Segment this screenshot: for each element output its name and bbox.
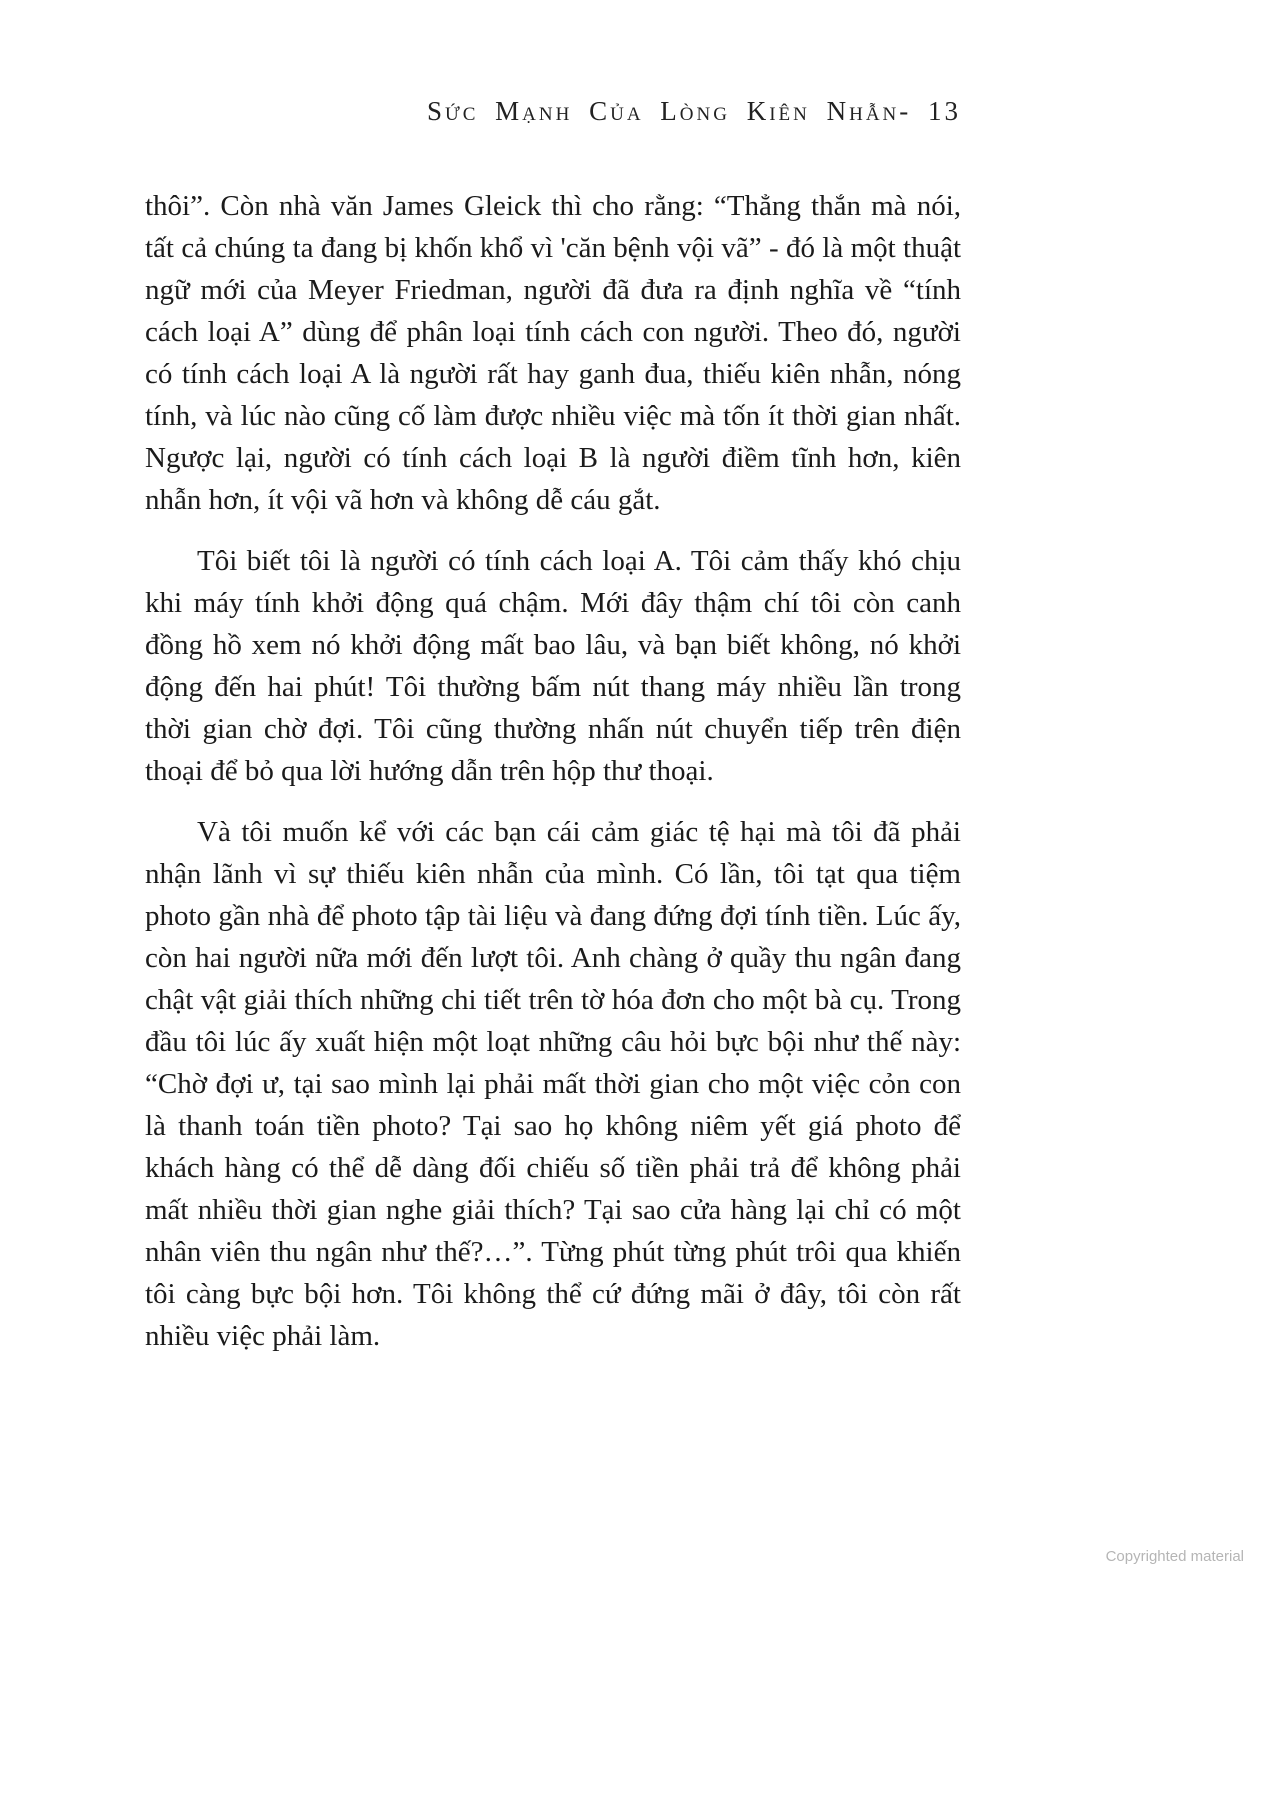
paragraph: Và tôi muốn kể với các bạn cái cảm giác tệ hại mà tôi đã phải nhận lãnh vì sự thiếu kiên nhẫn của mình. Có lần, tôi tạt qua tiệm photo gần nhà để photo tập tài liệu và đang đứng đợi tính tiền. Lúc ấy, còn hai người nữa mới đến lượt tôi. Anh chàng ở quầy thu ngân đang chật vật giải thích những chi tiết trên tờ hóa đơn cho một bà cụ. Trong đầu tôi lúc ấy xuất hiện một loạt những câu hỏi bực bội như thế này: “Chờ đợi ư, tại sao mình lại phải mất thời gian cho một việc cỏn con là thanh toán tiền photo? Tại sao họ không niêm yết giá photo để khách hàng có thể dễ dàng đối chiếu số tiền phải trả để không phải mất nhiều thời gian nghe giải thích? Tại sao cửa hàng lại chỉ có một nhân viên thu ngân như thế?…”. Từng phút từng phút trôi qua khiến tôi càng bực bội hơn. Tôi không thể cứ đứng mãi ở đây, tôi còn rất nhiều việc phải làm. bbox=[145, 816, 961, 1352]
paragraph: Tôi biết tôi là người có tính cách loại A. Tôi cảm thấy khó chịu khi máy tính khởi động quá chậm. Mới đây thậm chí tôi còn canh đồng hồ xem nó khởi động mất bao lâu, và bạn biết không, nó khởi động đến hai phút! Tôi thường bấm nút thang máy nhiều lần trong thời gian chờ đợi. Tôi cũng thường nhấn nút chuyển tiếp trên điện thoại để bỏ qua lời hướng dẫn trên hộp thư thoại. bbox=[145, 545, 961, 787]
paragraph: thôi”. Còn nhà văn James Gleick thì cho rằng: “Thẳng thắn mà nói, tất cả chúng ta đang bị khốn khổ vì 'căn bệnh vội vã” - đó là một thuật ngữ mới của Meyer Friedman, người đã đưa ra định nghĩa về “tính cách loại A” dùng để phân loại tính cách con người. Theo đó, người có tính cách loại A là người rất hay ganh đua, thiếu kiên nhẫn, nóng tính, và lúc nào cũng cố làm được nhiều việc mà tốn ít thời gian nhất. Ngược lại, người có tính cách loại B là người điềm tĩnh hơn, kiên nhẫn hơn, ít vội vã hơn và không dễ cáu gắt. bbox=[145, 190, 961, 516]
running-head: Sức Mạnh Của Lòng Kiên Nhẫn- 13 bbox=[426, 96, 961, 126]
copyright-watermark: Copyrighted material bbox=[1105, 1548, 1244, 1565]
text-column bbox=[145, 96, 961, 1376]
